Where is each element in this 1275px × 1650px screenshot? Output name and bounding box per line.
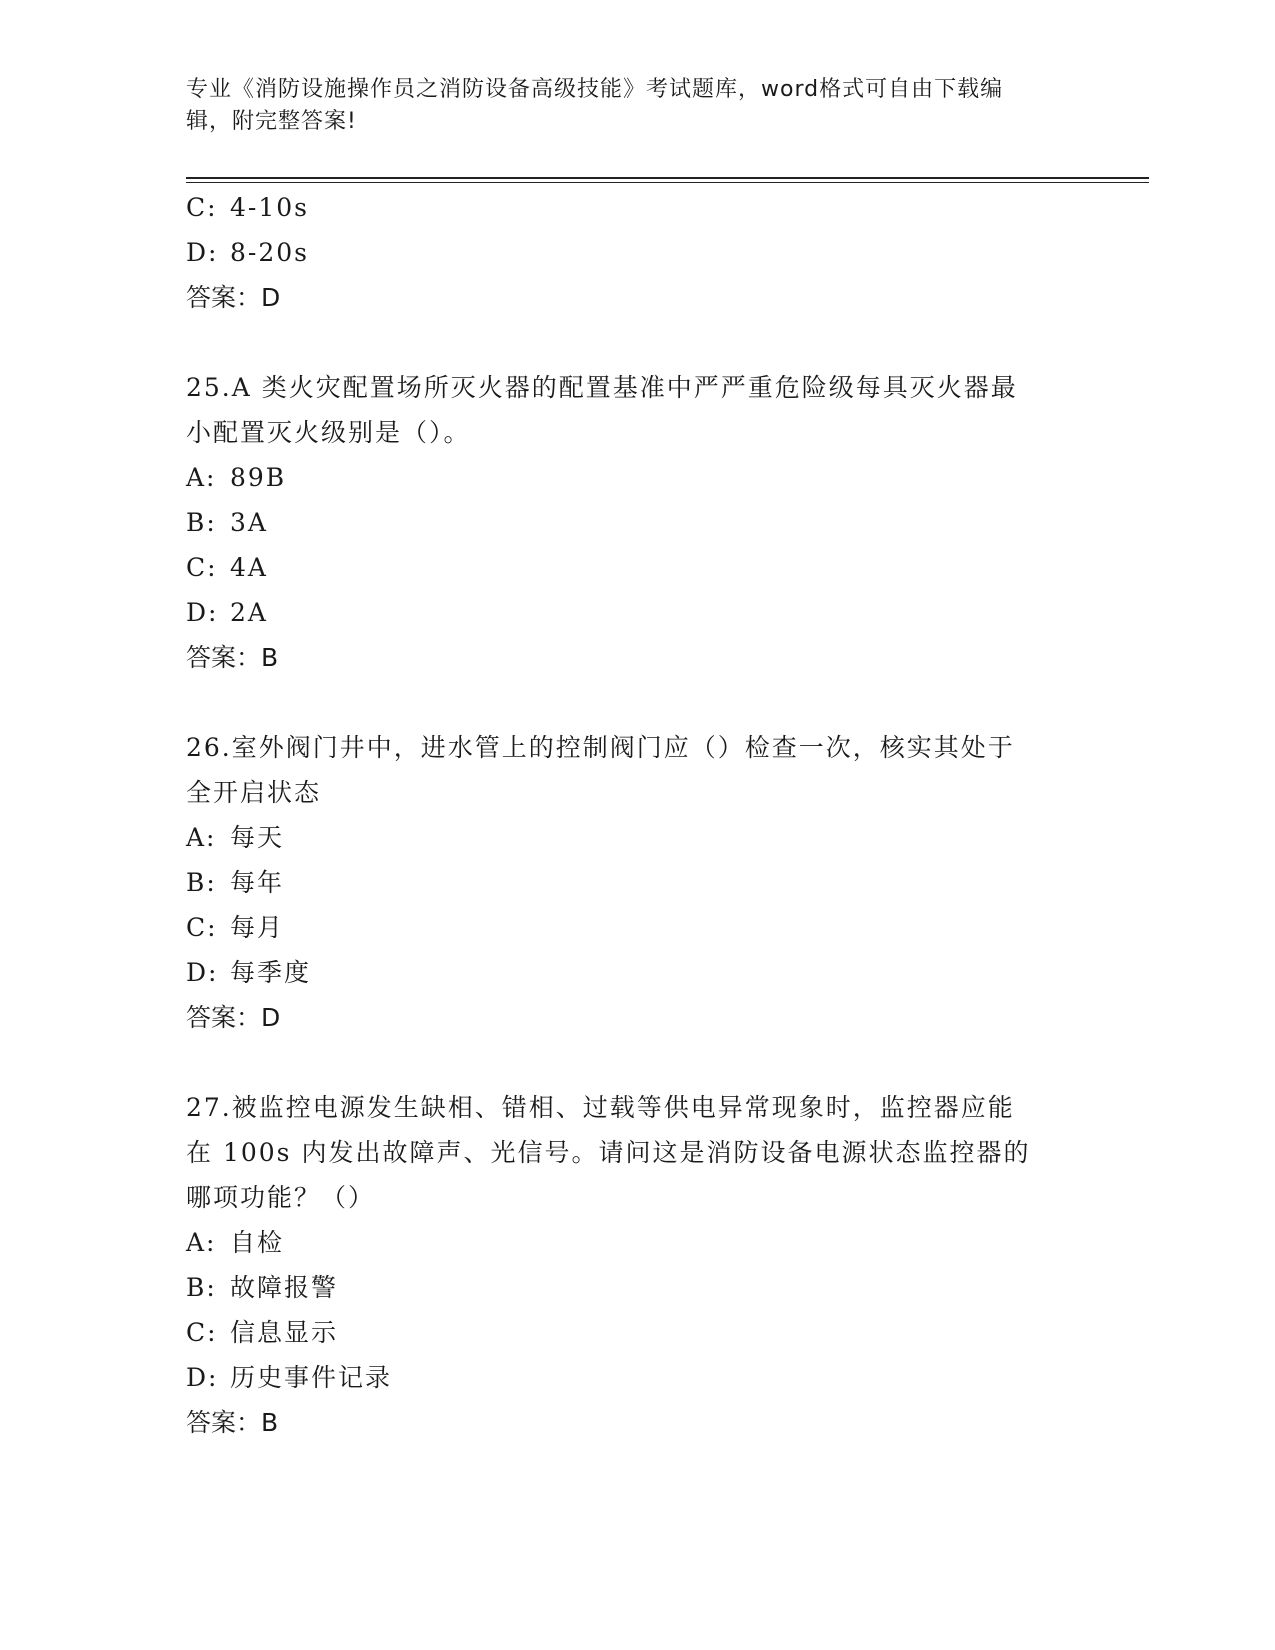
answer-line: 答案：B [186, 1408, 279, 1437]
option-b: B: 故障报警 [186, 1273, 339, 1302]
option-d: D: 2A [186, 598, 268, 627]
answer-line: 答案：D [186, 283, 281, 312]
question-27-stem-line-1: 27.被监控电源发生缺相、错相、过载等供电异常现象时，监控器应能 [186, 1093, 1015, 1122]
option-b: B: 每年 [186, 868, 285, 897]
option-d: D: 每季度 [186, 958, 312, 987]
option-a: A: 自检 [186, 1228, 285, 1257]
option-c: C: 4-10s [186, 193, 309, 222]
question-26-stem-line-2: 全开启状态 [186, 778, 322, 807]
option-c: C: 4A [186, 553, 268, 582]
option-b: B: 3A [186, 508, 268, 537]
option-d: D: 历史事件记录 [186, 1363, 393, 1392]
answer-line: 答案：D [186, 1003, 281, 1032]
header-line-1: 专业《消防设施操作员之消防设备高级技能》考试题库，word格式可自由下载编 [186, 77, 1004, 102]
option-d: D: 8-20s [186, 238, 309, 267]
question-27-stem-line-2: 在 100s 内发出故障声、光信号。请问这是消防设备电源状态监控器的 [186, 1138, 1031, 1167]
answer-line: 答案：B [186, 643, 279, 672]
option-c: C: 信息显示 [186, 1318, 339, 1347]
document-header [186, 74, 1066, 138]
option-c: C: 每月 [186, 913, 285, 942]
header-divider-thick [186, 177, 1149, 179]
question-27-stem-line-3: 哪项功能？（） [186, 1183, 376, 1212]
question-25-stem-line-1: 25.A 类火灾配置场所灭火器的配置基准中严严重危险级每具灭火器最 [186, 373, 1018, 402]
question-25-stem-line-2: 小配置灭火级别是（）。 [186, 418, 471, 447]
option-a: A: 每天 [186, 823, 285, 852]
question-26-stem-line-1: 26.室外阀门井中，进水管上的控制阀门应（）检查一次，核实其处于 [186, 733, 1015, 762]
header-divider-thin [186, 182, 1149, 183]
option-a: A: 89B [186, 463, 287, 492]
header-line-2: 辑，附完整答案! [186, 109, 357, 134]
